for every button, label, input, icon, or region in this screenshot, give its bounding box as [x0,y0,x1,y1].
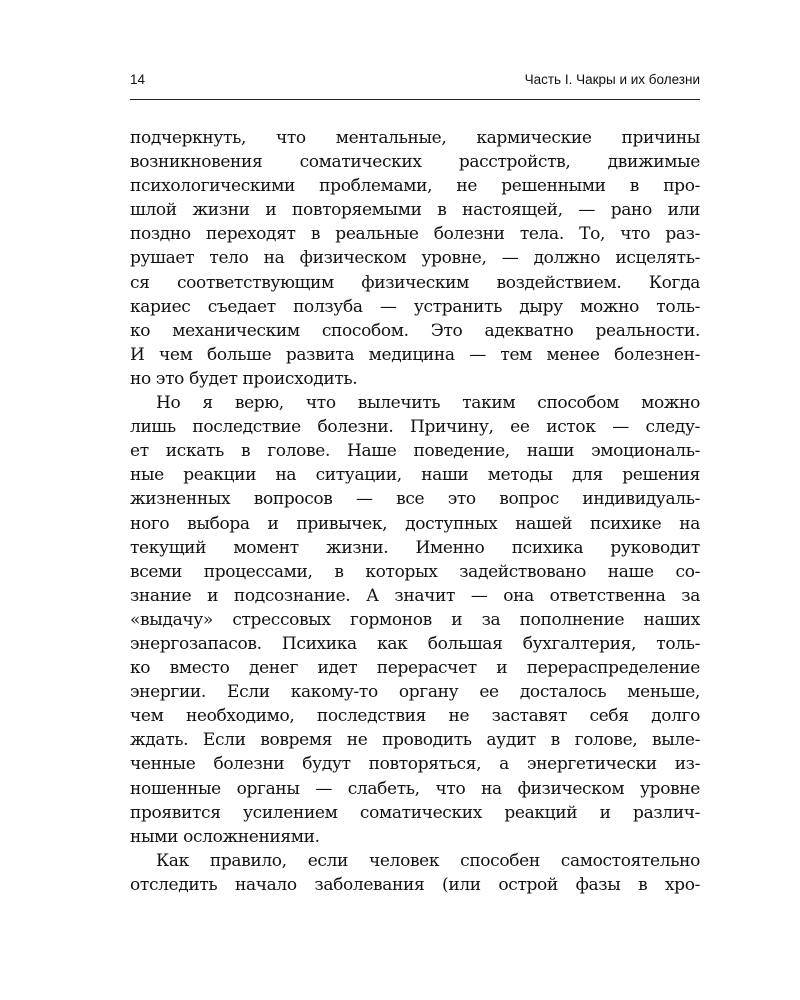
text-line: жизненных вопросов — все это вопрос индивидуаль- [130,489,700,510]
text-line: ко механическим способом. Это адекватно реальности. [130,320,700,341]
text-line: знание и подсознание. А значит — она ответственна за [130,585,700,606]
text-line: подчеркнуть, что ментальные, кармические причины [130,128,700,148]
text-line: всеми процессами, в которых задействовано наше со- [130,561,700,582]
text-line: кариес съедает ползуба — устранить дыру можно толь- [130,296,700,317]
text-line: ко вместо денег идет перерасчет и перераспределение [130,658,700,679]
text-line: ношенные органы — слабеть, что на физическом уровне [130,778,700,799]
text-line: возникновения соматических расстройств, движимые [130,152,700,173]
text-line: ными осложнениями. [130,826,320,847]
text-line: ся соответствующим физическим воздействием. Когда [130,272,700,293]
paragraph-2 [130,391,700,849]
text-line: ждать. Если вовремя не проводить аудит в голове, выле- [130,730,700,751]
text-line: шлой жизни и повторяемыми в настоящей, — рано или [130,200,700,221]
text-line: ного выбора и привычек, доступных нашей психике на [130,513,700,534]
text-line: И чем больше развита медицина — тем менее болезнен- [130,344,700,365]
body-text [130,126,700,897]
text-line: но это будет происходить. [130,368,358,389]
text-line: ные реакции на ситуации, наши методы для решения [130,465,700,486]
text-line: психологическими проблемами, не решенными в про- [130,176,700,197]
text-line: Как правило, если человек способен самостоятельно [156,850,700,871]
text-line: лишь последствие болезни. Причину, ее исток — следу- [130,417,700,438]
text-line: ченные болезни будут повторяться, а энергетически из- [130,754,700,775]
page-number: 14 [130,72,146,87]
header-rule [130,99,700,100]
text-line: ет искать в голове. Наше поведение, наши эмоциональ- [130,441,700,462]
text-line: энергии. Если какому-то органу ее досталось меньше, [130,682,700,703]
text-line: поздно переходят в реальные болезни тела. То, что раз- [130,224,700,245]
page-header [130,68,700,94]
paragraph-3 [130,849,700,897]
text-line: текущий момент жизни. Именно психика руководит [130,537,700,558]
text-line: рушает тело на физическом уровне, — должно исцелять- [130,248,700,269]
text-line: энергозапасов. Психика как большая бухгалтерия, толь- [130,633,700,654]
paragraph-1 [130,126,700,391]
text-line: «выдачу» стрессовых гормонов и за пополнение наших [130,609,700,630]
text-line: отследить начало заболевания (или острой фазы в хро- [130,874,700,895]
text-line: Но я верю, что вылечить таким способом можно [156,393,700,414]
text-line: проявится усилением соматических реакций и различ- [130,802,700,823]
text-line: чем необходимо, последствия не заставят себя долго [130,706,700,727]
running-head: Часть I. Чакры и их болезни [524,72,700,87]
